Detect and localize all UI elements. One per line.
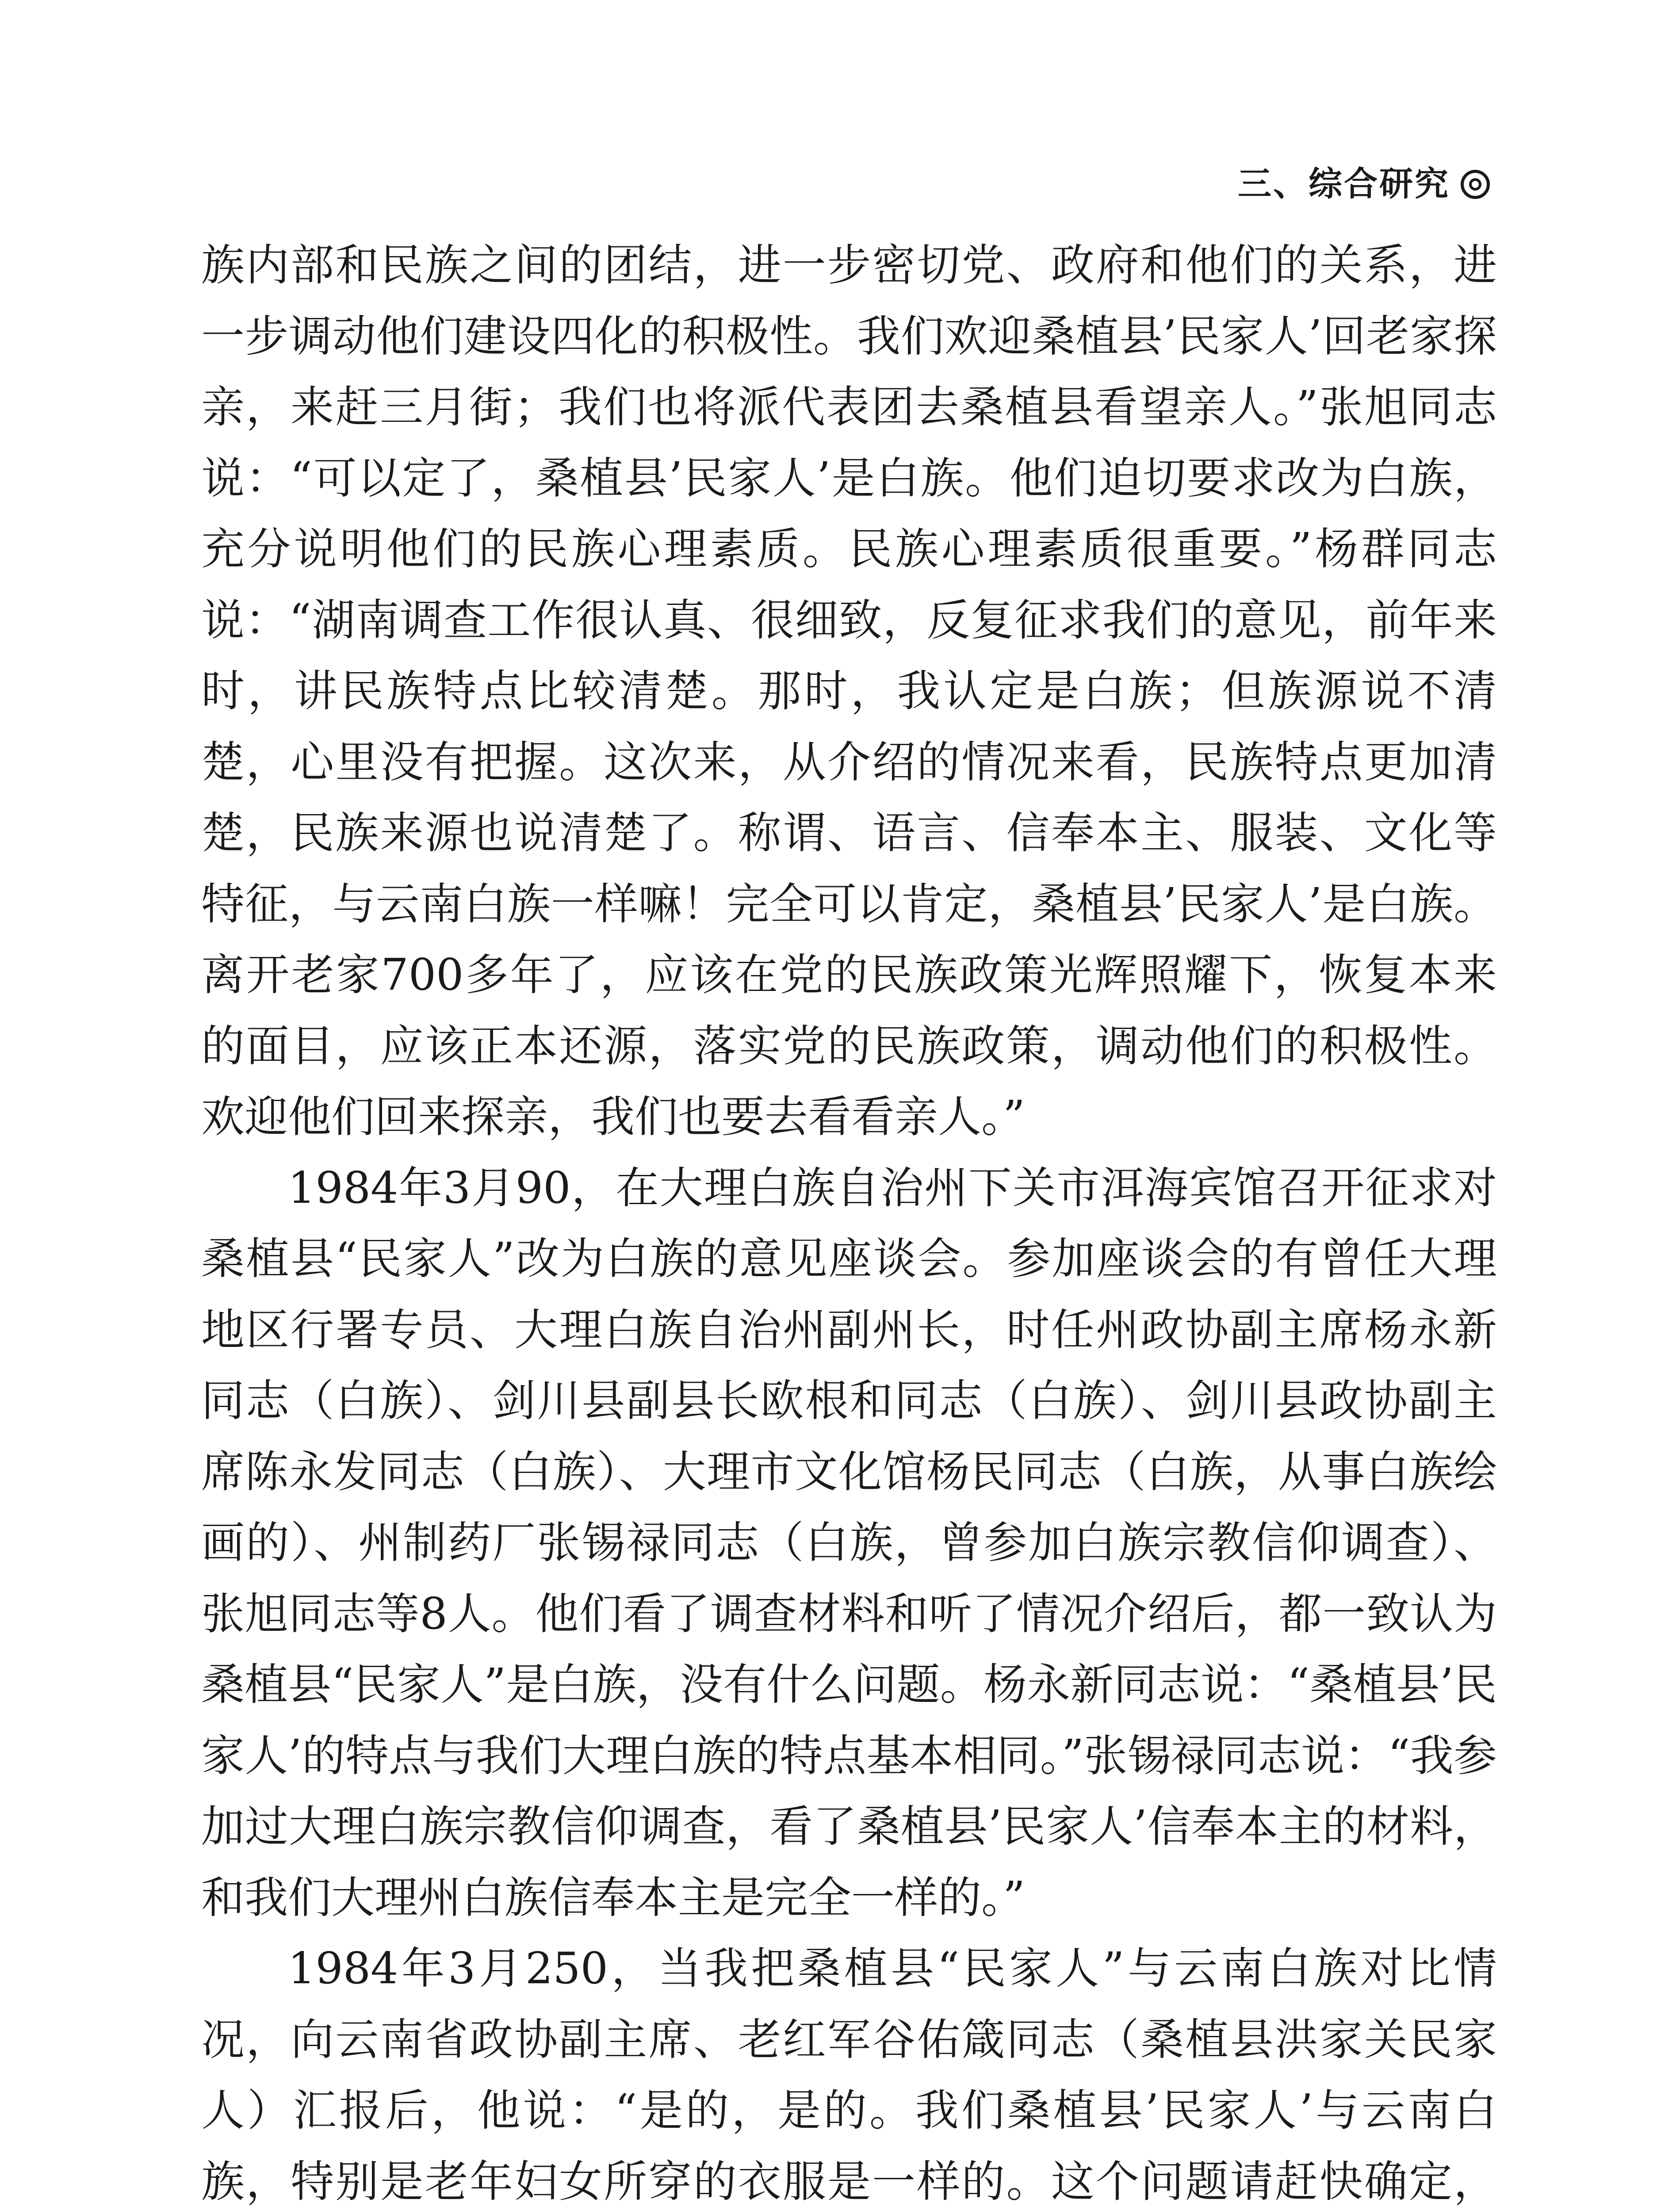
double-circle-icon (1461, 170, 1490, 199)
paragraph-1: 族内部和民族之间的团结，进一步密切党、政府和他们的关系，进一步调动他们建设四化的积极性。我们欢迎桑植县’民家人’回老家探亲，来赶三月街；我们也将派代表团去桑植县看望亲人。”张旭同志说：“可以定了，桑植县’民家人’是白族。他们迫切要求改为白族，充分说明他们的民族心理素质。民族心理素质很重要。”杨群同志说：“湖南调查工作很认真、很细致，反复征求我们的意见，前年来时，讲民族特点比较清楚。那时，我认定是白族；但族源说不清楚，心里没有把握。这次来，从介绍的情况来看，民族特点更加清楚，民族来源也说清楚了。称谓、语言、信奉本主、服装、文化等特征，与云南白族一样嘛！完全可以肯定，桑植县’民家人’是白族。离开老家700多年了，应该在党的民族政策光辉照耀下，恢复本来的面目，应该正本还源，落实党的民族政策，调动他们的积极性。欢迎他们回来探亲，我们也要去看看亲人。” (201, 240, 1497, 1142)
body-text (201, 230, 1497, 2211)
paragraph-2: 1984年3月90，在大理白族自治州下关市洱海宾馆召开征求对桑植县“民家人”改为白族的意见座谈会。参加座谈会的有曾任大理地区行署专员、大理白族自治州副州长，时任州政协副主席杨永新同志（白族）、剑川县副县长欧根和同志（白族）、剑川县政协副主席陈永发同志（白族）、大理市文化馆杨民同志（白族，从事白族绘画的）、州制药厂张锡禄同志（白族，曾参加白族宗教信仰调查）、张旭同志等8人。他们看了调查材料和听了情况介绍后，都一致认为桑植县“民家人”是白族，没有什么问题。杨永新同志说：“桑植县’民家人’的特点与我们大理白族的特点基本相同。”张锡禄同志说：“我参加过大理白族宗教信仰调查，看了桑植县’民家人’信奉本主的材料，和我们大理州白族信奉本主是完全一样的。” (201, 1163, 1497, 1923)
running-head (1238, 157, 1490, 205)
paragraph-3: 1984年3月250，当我把桑植县“民家人”与云南白族对比情况，向云南省政协副主席、老红军谷佑箴同志（桑植县洪家关民家人）汇报后，他说：“是的，是的。我们桑植县’民家人’与云南白族，特别是老年妇女所穿的衣服是一样的。这个问题请赶快确定， (201, 1943, 1497, 2207)
section-title: 三、综合研究 (1238, 164, 1450, 203)
